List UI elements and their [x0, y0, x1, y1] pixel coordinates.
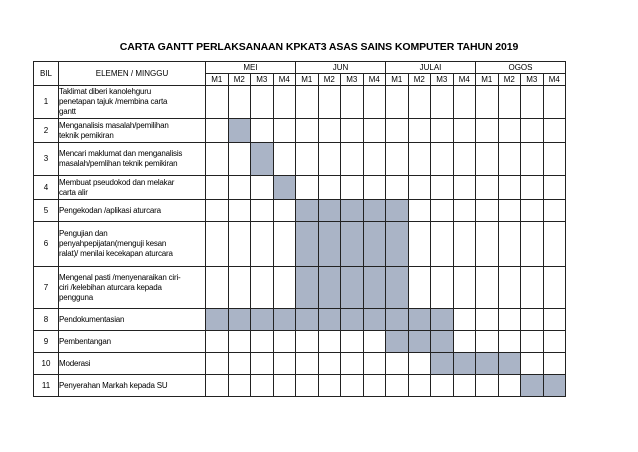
gantt-empty-cell	[453, 331, 476, 353]
gantt-empty-cell	[498, 86, 521, 119]
gantt-table	[33, 61, 566, 397]
table-row	[34, 353, 566, 375]
gantt-empty-cell	[228, 353, 251, 375]
gantt-empty-cell	[431, 86, 454, 119]
gantt-empty-cell	[251, 353, 274, 375]
gantt-empty-cell	[386, 375, 409, 397]
gantt-empty-cell	[341, 375, 364, 397]
gantt-empty-cell	[296, 143, 319, 176]
gantt-empty-cell	[408, 353, 431, 375]
row-number: 2	[34, 119, 59, 143]
gantt-empty-cell	[318, 86, 341, 119]
gantt-empty-cell	[476, 143, 499, 176]
gantt-empty-cell	[431, 119, 454, 143]
gantt-empty-cell	[341, 119, 364, 143]
gantt-body	[34, 86, 566, 397]
gantt-empty-cell	[476, 309, 499, 331]
gantt-empty-cell	[453, 267, 476, 309]
gantt-empty-cell	[228, 222, 251, 267]
table-row	[34, 119, 566, 143]
gantt-empty-cell	[228, 86, 251, 119]
gantt-bar-cell	[498, 353, 521, 375]
gantt-bar-cell	[363, 267, 386, 309]
gantt-empty-cell	[341, 86, 364, 119]
header-week-ogos-m3: M3	[521, 74, 544, 86]
gantt-empty-cell	[498, 200, 521, 222]
gantt-bar-cell	[431, 331, 454, 353]
gantt-empty-cell	[318, 119, 341, 143]
gantt-empty-cell	[251, 119, 274, 143]
gantt-empty-cell	[476, 222, 499, 267]
gantt-empty-cell	[453, 119, 476, 143]
row-number: 4	[34, 176, 59, 200]
table-row	[34, 222, 566, 267]
gantt-bar-cell	[251, 309, 274, 331]
gantt-bar-cell	[386, 309, 409, 331]
gantt-empty-cell	[273, 222, 296, 267]
gantt-bar-cell	[476, 353, 499, 375]
gantt-empty-cell	[228, 176, 251, 200]
table-row	[34, 86, 566, 119]
header-week-mei-m2: M2	[228, 74, 251, 86]
gantt-empty-cell	[476, 200, 499, 222]
row-number: 6	[34, 222, 59, 267]
gantt-empty-cell	[206, 176, 229, 200]
gantt-empty-cell	[318, 176, 341, 200]
gantt-empty-cell	[543, 267, 566, 309]
gantt-empty-cell	[476, 119, 499, 143]
gantt-empty-cell	[453, 375, 476, 397]
gantt-empty-cell	[408, 119, 431, 143]
gantt-empty-cell	[453, 176, 476, 200]
gantt-empty-cell	[498, 222, 521, 267]
gantt-bar-cell	[386, 267, 409, 309]
gantt-empty-cell	[498, 331, 521, 353]
gantt-empty-cell	[543, 86, 566, 119]
gantt-empty-cell	[431, 222, 454, 267]
gantt-bar-cell	[386, 200, 409, 222]
header-week-jun-m3: M3	[341, 74, 364, 86]
header-week-julai-m1: M1	[386, 74, 409, 86]
table-row	[34, 143, 566, 176]
header-week-mei-m4: M4	[273, 74, 296, 86]
gantt-empty-cell	[386, 143, 409, 176]
gantt-empty-cell	[296, 353, 319, 375]
gantt-bar-cell	[296, 222, 319, 267]
element-text-line: Pengekodan /aplikasi aturcara	[59, 205, 161, 215]
gantt-bar-cell	[431, 353, 454, 375]
gantt-empty-cell	[273, 375, 296, 397]
gantt-empty-cell	[341, 143, 364, 176]
gantt-empty-cell	[386, 86, 409, 119]
gantt-empty-cell	[498, 309, 521, 331]
gantt-empty-cell	[476, 176, 499, 200]
gantt-empty-cell	[521, 200, 544, 222]
gantt-empty-cell	[543, 119, 566, 143]
gantt-bar-cell	[273, 176, 296, 200]
gantt-empty-cell	[273, 331, 296, 353]
row-number: 9	[34, 331, 59, 353]
gantt-empty-cell	[273, 119, 296, 143]
gantt-empty-cell	[296, 331, 319, 353]
gantt-bar-cell	[341, 267, 364, 309]
gantt-bar-cell	[521, 375, 544, 397]
row-element	[59, 331, 206, 353]
element-text-line: gantt	[59, 107, 76, 116]
row-number: 5	[34, 200, 59, 222]
gantt-empty-cell	[251, 176, 274, 200]
gantt-empty-cell	[206, 119, 229, 143]
gantt-bar-cell	[386, 331, 409, 353]
header-bil: BIL	[34, 62, 59, 86]
gantt-empty-cell	[341, 353, 364, 375]
gantt-empty-cell	[453, 309, 476, 331]
gantt-empty-cell	[543, 331, 566, 353]
gantt-bar-cell	[386, 222, 409, 267]
gantt-empty-cell	[498, 176, 521, 200]
gantt-bar-cell	[431, 309, 454, 331]
header-week-julai-m2: M2	[408, 74, 431, 86]
gantt-empty-cell	[521, 309, 544, 331]
gantt-empty-cell	[228, 267, 251, 309]
gantt-empty-cell	[273, 267, 296, 309]
gantt-empty-cell	[251, 267, 274, 309]
gantt-bar-cell	[251, 143, 274, 176]
gantt-empty-cell	[386, 353, 409, 375]
table-row	[34, 331, 566, 353]
gantt-bar-cell	[318, 267, 341, 309]
gantt-empty-cell	[386, 176, 409, 200]
gantt-bar-cell	[408, 331, 431, 353]
gantt-bar-cell	[318, 309, 341, 331]
header-week-jun-m2: M2	[318, 74, 341, 86]
header-week-julai-m4: M4	[453, 74, 476, 86]
gantt-empty-cell	[206, 86, 229, 119]
gantt-empty-cell	[521, 143, 544, 176]
row-number: 8	[34, 309, 59, 331]
row-element	[59, 143, 206, 176]
gantt-empty-cell	[543, 200, 566, 222]
element-text-line: Pembentangan	[59, 336, 111, 346]
header-month-ogos: OGOS	[476, 62, 566, 74]
gantt-empty-cell	[363, 353, 386, 375]
gantt-bar-cell	[206, 309, 229, 331]
gantt-bar-cell	[363, 200, 386, 222]
gantt-empty-cell	[431, 200, 454, 222]
element-text-line: Taklimat diberi kanolehguru	[59, 87, 151, 96]
gantt-empty-cell	[318, 375, 341, 397]
table-row	[34, 375, 566, 397]
gantt-empty-cell	[498, 375, 521, 397]
gantt-empty-cell	[453, 200, 476, 222]
gantt-empty-cell	[228, 331, 251, 353]
element-text-line: ciri /kelebihan aturcara kepada	[59, 282, 162, 292]
gantt-empty-cell	[498, 119, 521, 143]
gantt-empty-cell	[363, 375, 386, 397]
element-text-line: penetapan tajuk /membina carta	[59, 97, 168, 106]
gantt-empty-cell	[206, 353, 229, 375]
gantt-empty-cell	[273, 86, 296, 119]
header-week-julai-m3: M3	[431, 74, 454, 86]
gantt-empty-cell	[431, 176, 454, 200]
gantt-bar-cell	[408, 309, 431, 331]
gantt-bar-cell	[341, 200, 364, 222]
element-text-line: teknik pemikiran	[59, 130, 114, 140]
gantt-bar-cell	[296, 309, 319, 331]
gantt-empty-cell	[251, 200, 274, 222]
gantt-empty-cell	[251, 222, 274, 267]
header-month-julai: JULAI	[386, 62, 476, 74]
header-month-mei: MEI	[206, 62, 296, 74]
table-row	[34, 267, 566, 309]
gantt-empty-cell	[206, 143, 229, 176]
gantt-empty-cell	[431, 143, 454, 176]
gantt-empty-cell	[228, 143, 251, 176]
table-row	[34, 200, 566, 222]
gantt-empty-cell	[408, 200, 431, 222]
header-element: ELEMEN / MINGGU	[59, 62, 206, 86]
gantt-empty-cell	[273, 200, 296, 222]
row-element	[59, 309, 206, 331]
element-text-line: Menganalisis masalah/pemilihan	[59, 120, 169, 130]
gantt-bar-cell	[318, 222, 341, 267]
element-text-line: Pengujian dan	[59, 229, 108, 238]
gantt-empty-cell	[476, 86, 499, 119]
gantt-empty-cell	[341, 331, 364, 353]
gantt-empty-cell	[453, 86, 476, 119]
row-element	[59, 200, 206, 222]
gantt-empty-cell	[228, 200, 251, 222]
header-week-jun-m4: M4	[363, 74, 386, 86]
gantt-bar-cell	[341, 309, 364, 331]
header-week-ogos-m2: M2	[498, 74, 521, 86]
gantt-empty-cell	[431, 267, 454, 309]
gantt-empty-cell	[408, 267, 431, 309]
gantt-empty-cell	[543, 353, 566, 375]
gantt-empty-cell	[431, 375, 454, 397]
row-element	[59, 267, 206, 309]
element-text-line: Moderasi	[59, 358, 91, 368]
gantt-empty-cell	[521, 353, 544, 375]
gantt-bar-cell	[296, 267, 319, 309]
gantt-empty-cell	[408, 375, 431, 397]
gantt-empty-cell	[296, 176, 319, 200]
gantt-empty-cell	[341, 176, 364, 200]
gantt-empty-cell	[363, 119, 386, 143]
gantt-empty-cell	[521, 331, 544, 353]
gantt-bar-cell	[543, 375, 566, 397]
header-month-jun: JUN	[296, 62, 386, 74]
gantt-empty-cell	[408, 143, 431, 176]
gantt-empty-cell	[251, 375, 274, 397]
gantt-empty-cell	[206, 375, 229, 397]
row-number: 11	[34, 375, 59, 397]
header-week-ogos-m1: M1	[476, 74, 499, 86]
gantt-empty-cell	[453, 222, 476, 267]
gantt-bar-cell	[228, 119, 251, 143]
gantt-bar-cell	[296, 200, 319, 222]
gantt-bar-cell	[363, 222, 386, 267]
gantt-empty-cell	[318, 331, 341, 353]
gantt-empty-cell	[318, 353, 341, 375]
gantt-empty-cell	[206, 331, 229, 353]
element-text-line: Penyerahan Markah kepada SU	[59, 380, 168, 390]
gantt-empty-cell	[543, 143, 566, 176]
element-text-line: Membuat pseudokod dan melakar	[59, 177, 175, 187]
gantt-empty-cell	[408, 222, 431, 267]
gantt-empty-cell	[386, 119, 409, 143]
element-text-line: penyahpepijatan(menguji kesan	[59, 239, 167, 248]
element-text-line: ralat)/ menilai kecekapan aturcara	[59, 249, 173, 258]
row-element	[59, 176, 206, 200]
gantt-empty-cell	[206, 222, 229, 267]
gantt-empty-cell	[296, 86, 319, 119]
gantt-empty-cell	[296, 119, 319, 143]
row-number: 3	[34, 143, 59, 176]
row-number: 1	[34, 86, 59, 119]
gantt-bar-cell	[363, 309, 386, 331]
gantt-empty-cell	[363, 176, 386, 200]
gantt-empty-cell	[453, 143, 476, 176]
element-text-line: Mencari maklumat dan menganalisis	[59, 149, 183, 158]
gantt-empty-cell	[543, 176, 566, 200]
chart-title: CARTA GANTT PERLAKSANAAN KPKAT3 ASAS SAINS KOMPUTER TAHUN 2019	[119, 41, 519, 53]
row-element	[59, 375, 206, 397]
header-week-jun-m1: M1	[296, 74, 319, 86]
row-number: 10	[34, 353, 59, 375]
element-text-line: carta alir	[59, 187, 88, 197]
gantt-empty-cell	[521, 176, 544, 200]
gantt-empty-cell	[318, 143, 341, 176]
gantt-empty-cell	[363, 331, 386, 353]
gantt-empty-cell	[228, 375, 251, 397]
gantt-empty-cell	[543, 222, 566, 267]
gantt-empty-cell	[251, 331, 274, 353]
header-week-mei-m1: M1	[206, 74, 229, 86]
row-element	[59, 353, 206, 375]
header-week-ogos-m4: M4	[543, 74, 566, 86]
row-element	[59, 86, 206, 119]
element-text-line: masalah/pemlihan teknik pemikiran	[59, 159, 178, 168]
gantt-empty-cell	[206, 267, 229, 309]
gantt-empty-cell	[273, 143, 296, 176]
gantt-empty-cell	[296, 375, 319, 397]
gantt-bar-cell	[341, 222, 364, 267]
gantt-empty-cell	[521, 222, 544, 267]
gantt-empty-cell	[363, 143, 386, 176]
row-element	[59, 119, 206, 143]
gantt-bar-cell	[228, 309, 251, 331]
gantt-empty-cell	[521, 119, 544, 143]
element-text-line: Mengenal pasti /menyenaraikan ciri-	[59, 272, 181, 282]
gantt-empty-cell	[498, 267, 521, 309]
gantt-empty-cell	[498, 143, 521, 176]
gantt-bar-cell	[273, 309, 296, 331]
table-row	[34, 309, 566, 331]
element-text-line: Pendokumentasian	[59, 314, 125, 324]
gantt-empty-cell	[476, 267, 499, 309]
element-text-line: pengguna	[59, 292, 93, 302]
row-element	[59, 222, 206, 267]
gantt-empty-cell	[521, 86, 544, 119]
gantt-empty-cell	[543, 309, 566, 331]
gantt-empty-cell	[273, 353, 296, 375]
gantt-empty-cell	[206, 200, 229, 222]
gantt-bar-cell	[453, 353, 476, 375]
header-row-months	[34, 62, 566, 74]
gantt-empty-cell	[363, 86, 386, 119]
gantt-empty-cell	[476, 375, 499, 397]
gantt-empty-cell	[251, 86, 274, 119]
gantt-empty-cell	[408, 176, 431, 200]
gantt-empty-cell	[476, 331, 499, 353]
gantt-bar-cell	[318, 200, 341, 222]
gantt-empty-cell	[408, 86, 431, 119]
header-week-mei-m3: M3	[251, 74, 274, 86]
row-number: 7	[34, 267, 59, 309]
gantt-empty-cell	[521, 267, 544, 309]
table-row	[34, 176, 566, 200]
